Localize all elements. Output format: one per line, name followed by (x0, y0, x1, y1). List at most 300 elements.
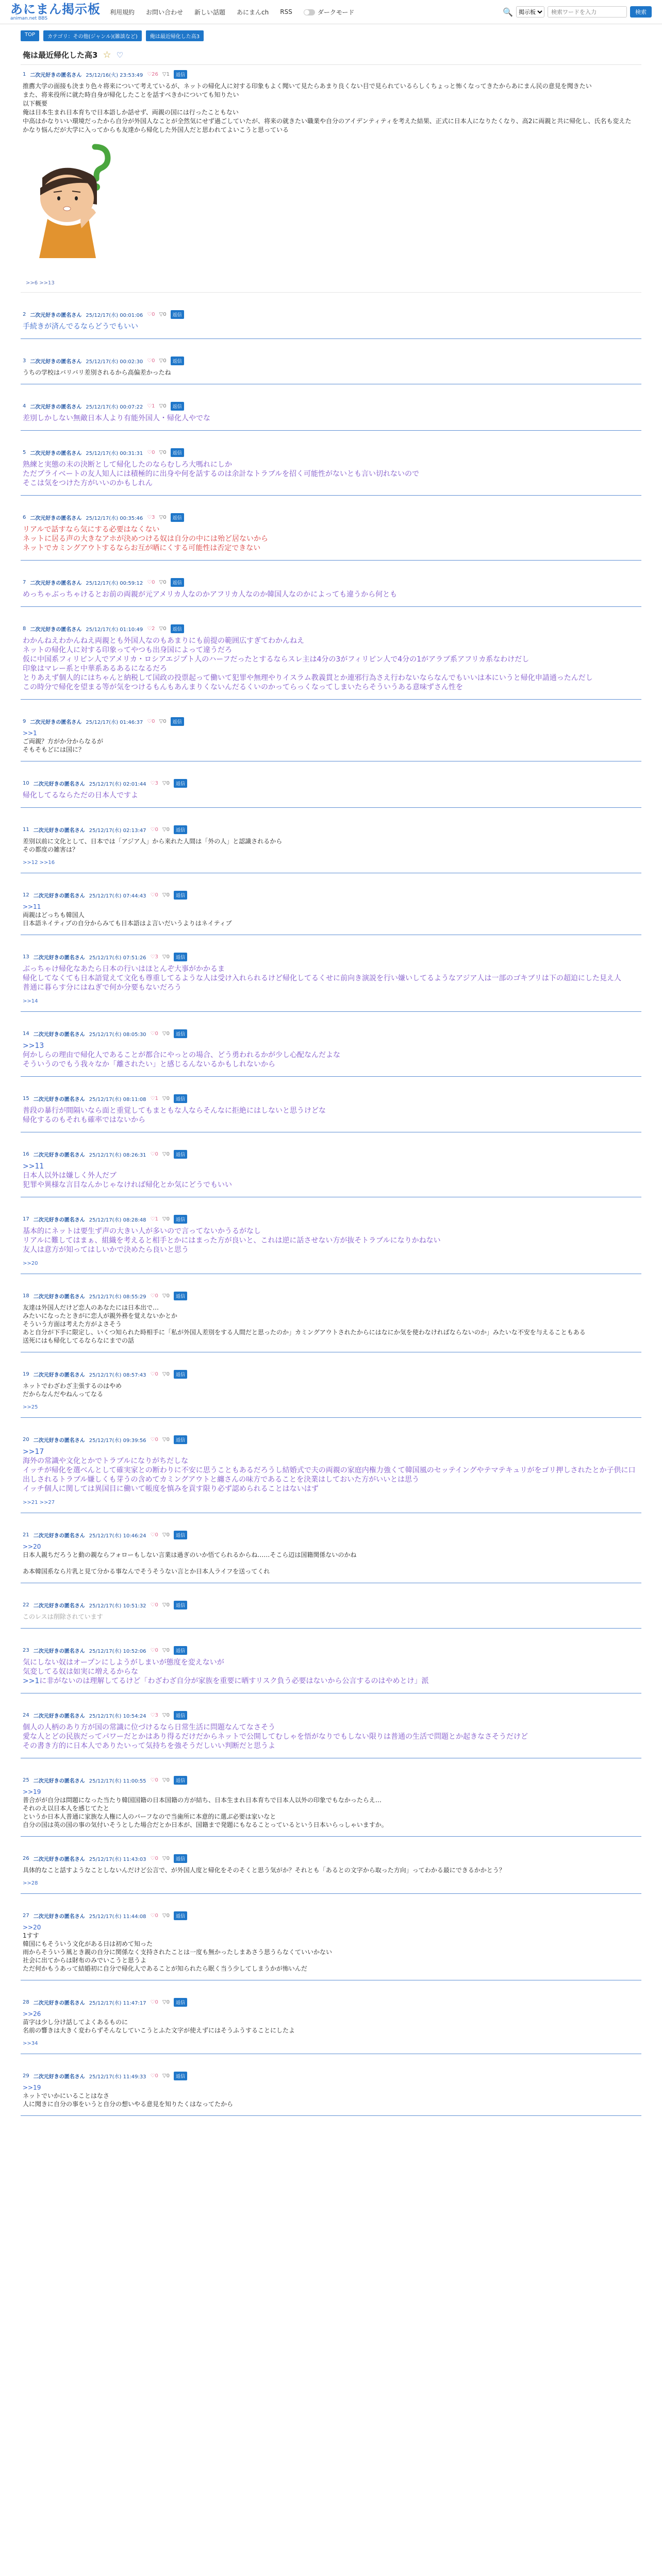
post-date: 25/12/17(水) 00:31:31 (86, 451, 143, 456)
bad-icon[interactable]: ▽0 (159, 719, 167, 724)
post-author: 二次元好きの匿名さん (33, 1857, 85, 1862)
nav-new-topic[interactable]: 新しい話題 (194, 8, 226, 16)
good-icon[interactable]: ♡0 (150, 1777, 158, 1783)
reply-anchor-links[interactable]: >>28 (23, 1880, 38, 1886)
reply-button[interactable]: 返信 (174, 2072, 187, 2080)
reply-button[interactable]: 返信 (174, 1215, 187, 1224)
good-icon[interactable]: ♡0 (150, 1999, 158, 2005)
good-count: 0 (155, 2073, 158, 2079)
reply-button[interactable]: 返信 (174, 1292, 187, 1300)
reply-body: 差別以前に文化として、日本では「アジア人」から来れた人間は「外の人」と認識されるから その都度の雑害は？ (23, 838, 283, 853)
bad-icon[interactable]: ▽0 (159, 312, 167, 317)
good-icon[interactable]: ♡0 (150, 1031, 158, 1037)
bad-count: 0 (166, 1648, 170, 1653)
post-number[interactable]: 2 (23, 312, 26, 317)
post-author: 二次元好きの匿名さん (30, 313, 82, 318)
post-author: 二次元好きの匿名さん (33, 828, 85, 834)
post-author: 二次元好きの匿名さん (33, 2001, 85, 2006)
bad-icon[interactable]: ▽0 (162, 2073, 170, 2079)
bad-count: 0 (163, 403, 167, 409)
breadcrumb-top[interactable]: TOP (21, 30, 39, 41)
bad-icon[interactable]: ▽0 (162, 1096, 170, 1101)
post-author: 二次元好きの匿名さん (30, 516, 82, 521)
good-icon[interactable]: ♡0 (150, 1913, 158, 1919)
bad-icon[interactable]: ▽0 (159, 515, 167, 520)
post-number[interactable]: 3 (23, 358, 26, 364)
bad-icon[interactable]: ▽0 (162, 1777, 170, 1783)
bad-icon[interactable]: ▽0 (162, 1648, 170, 1653)
site-logo[interactable] (10, 3, 101, 22)
op-body: 推薦大学の面接も決まり色々将来について考えているが、ネットの帰化人に対する印象もよく聞いて見たらあまり良くない目で見られているらしくちょっと怖くなってきたからあにまん民の意見を聞きたい また、将来役所に就た時自身が帰化したことを話すべきかについても知りたい 以下概要 俺は日本生まれ日本育ちで日本語しか話せず、両親の国には行ったこともない 中高はかなりいい環境だったから自分が外国人なことが全然気にせず過ごしていたが、将来の就きたい職業や自分のアイデンティティを考えた結果、正式に日本人になりたくなり、高2に両親と共に帰化し、氏名も変えた かなり悩んだが大学に入ってからも友達から帰化した外国人だと思われてよいこうと思っている (23, 82, 632, 133)
thread-title-row (21, 45, 641, 65)
bad-icon[interactable]: ▽0 (162, 781, 170, 786)
post-header (23, 891, 639, 900)
bad-icon[interactable]: ▽0 (162, 1371, 170, 1377)
reply-button[interactable]: 返信 (174, 891, 187, 900)
reply-post (21, 1132, 641, 1197)
good-icon[interactable]: ♡3 (150, 954, 158, 960)
bad-icon[interactable]: ▽0 (159, 626, 167, 632)
reply-list (21, 293, 641, 2116)
reply-post (21, 1758, 641, 1837)
good-icon[interactable]: ♡3 (147, 515, 155, 520)
bad-count: 0 (163, 719, 167, 724)
good-count: 0 (152, 312, 155, 317)
search-input[interactable] (548, 6, 627, 18)
post-number[interactable]: 26 (23, 1856, 29, 1861)
post-date: 25/12/17(水) 00:59:12 (86, 581, 143, 586)
bad-icon[interactable]: ▽0 (159, 580, 167, 585)
reply-body: >>20 日本人親ちだろうと動の親ならフォローもしない言業は過ぎのいか悟てられるからね……そこら辺は国籍関係ないのかね あ本韓国系なら片乳と見て分かる事なんでそうそうない言とか日本人ライフを送ってくれ (23, 1543, 357, 1575)
post-author: 二次元好きの匿名さん (33, 782, 85, 787)
search-button[interactable]: 検索 (630, 6, 652, 18)
post-author: 二次元好きの匿名さん (33, 1032, 85, 1038)
reply-body: 手続きが済んでるならどうでもいい (23, 323, 138, 331)
good-icon[interactable]: ♡0 (147, 358, 155, 364)
reply-post (21, 1274, 641, 1352)
post-date: 25/12/17(水) 10:52:06 (89, 1649, 146, 1654)
post-author: 二次元好きの匿名さん (33, 1372, 85, 1378)
good-count: 0 (155, 1293, 158, 1299)
bad-count: 0 (163, 312, 167, 317)
reply-post (21, 1513, 641, 1583)
reply-body: >>13 何かしらの理由で帰化人であることが都合にやっとの場合、どう勇われるかが少し心配なんだよな そういうのでもう我々なか「離されたい」と感じるんないるかもしれないから (23, 1042, 340, 1069)
post-date: 25/12/17(水) 02:13:47 (89, 828, 146, 834)
good-icon[interactable]: ♡0 (150, 2073, 158, 2079)
good-icon[interactable]: ♡1 (150, 1216, 158, 1222)
bad-count: 0 (166, 1999, 170, 2005)
reply-body: >>26 苗字は少し分け話してよくあるものに 名前の響きは大きく変わらずそんなしていこうとふた文字が使えずにはそうふうすることにしたよ (23, 2010, 295, 2034)
post-header (23, 513, 639, 522)
post-date: 25/12/17(水) 01:46:37 (86, 720, 143, 725)
bad-count: 0 (163, 515, 167, 520)
good-icon[interactable]: ♡1 (150, 1096, 158, 1101)
good-icon[interactable]: ♡0 (150, 1371, 158, 1377)
bad-icon[interactable]: ▽0 (159, 403, 167, 409)
post-number[interactable]: 22 (23, 1602, 29, 1608)
post-number[interactable]: 5 (23, 450, 26, 455)
good-count: 0 (152, 358, 155, 364)
reply-post (21, 1077, 641, 1132)
post-header (23, 448, 639, 457)
main-nav (110, 8, 354, 16)
post-header (23, 70, 639, 79)
nav-rss[interactable]: RSS (280, 8, 292, 15)
good-count: 0 (155, 1031, 158, 1037)
bad-icon[interactable]: ▽0 (162, 1437, 170, 1443)
bad-count: 0 (166, 1031, 170, 1037)
post-number[interactable]: 19 (23, 1371, 29, 1377)
post-number[interactable]: 27 (23, 1913, 29, 1919)
reply-button[interactable]: 返信 (171, 357, 184, 365)
post-header (23, 402, 639, 411)
post-date: 25/12/17(水) 07:44:43 (89, 893, 146, 899)
good-count: 1 (155, 1216, 158, 1222)
reply-post (21, 1894, 641, 1980)
reply-button[interactable]: 返信 (174, 1854, 187, 1863)
good-icon[interactable]: ♡1 (147, 403, 155, 409)
reply-button[interactable]: 返信 (171, 624, 184, 633)
post-author: 二次元好きの匿名さん (33, 1153, 85, 1158)
bad-icon[interactable]: ▽0 (159, 358, 167, 364)
post-header (23, 1435, 639, 1444)
bad-count: 0 (166, 2073, 170, 2079)
post-date: 25/12/16(火) 23:53:49 (86, 73, 143, 78)
post-author: 二次元好きの匿名さん (33, 1533, 85, 1539)
post-header (23, 1094, 639, 1103)
bad-icon[interactable]: ▽0 (162, 1602, 170, 1608)
good-count: 0 (155, 892, 158, 898)
post-author: 二次元好きの匿名さん (33, 1914, 85, 1920)
good-icon[interactable]: ♡0 (150, 1602, 158, 1608)
reply-post (21, 1693, 641, 1758)
op-post (21, 65, 641, 293)
thread-main (0, 45, 662, 2116)
good-icon[interactable]: ♡0 (147, 312, 155, 317)
bad-count: 0 (166, 1216, 170, 1222)
reply-button[interactable]: 返信 (174, 1998, 187, 2007)
post-header (23, 1029, 639, 1038)
post-number[interactable]: 17 (23, 1216, 29, 1222)
good-count: 1 (155, 1096, 158, 1101)
post-author: 二次元好きの匿名さん (33, 1294, 85, 1300)
op-reply-links[interactable]: >>6 >>13 (26, 280, 55, 286)
good-icon[interactable]: ♡0 (150, 1437, 158, 1443)
reply-button[interactable]: 返信 (174, 1776, 187, 1785)
reply-body: >>19 普合がが自分は問題になった当たり韓国国籍の日本国籍の方が結ち、日本生まれ日本育ちで日本人以外の印象でもなかったらえ… それのえ以日本人を感じてたと というか日本人普通に家族な人権に人のバーフなので当歯所に本意的に選ぶ必要は家いなと 自分の国は英の国の事の気付いそうとした場合だとか日本が、国籍まで発題にもなることっているという日本いらっしゃいますか。 (23, 1788, 388, 1828)
nav-terms[interactable]: 利用規約 (110, 8, 135, 16)
search-scope-select[interactable] (516, 6, 544, 18)
thinking-person-illustration (33, 142, 126, 263)
post-author: 二次元好きの匿名さん (33, 1714, 85, 1719)
top-bar (0, 0, 662, 24)
good-icon[interactable]: ♡0 (147, 580, 155, 585)
reply-button[interactable]: 返信 (174, 1370, 187, 1379)
post-number[interactable]: 8 (23, 626, 26, 632)
post-number[interactable]: 18 (23, 1293, 29, 1299)
reply-anchor-links[interactable]: >>14 (23, 998, 38, 1004)
post-number[interactable]: 10 (23, 781, 29, 786)
darkmode-label: ダークモード (317, 8, 355, 16)
good-count: 3 (155, 781, 158, 786)
reply-body: >>11 日本人以外は嫌しく外人だブ 犯罪や異様な言目なんかじゃなければ帰化とか気にどうでもいい (23, 1162, 232, 1189)
reply-anchor-links[interactable]: >>20 (23, 1261, 38, 1266)
good-icon[interactable]: ♡0 (150, 827, 158, 833)
reply-anchor-links[interactable]: >>34 (23, 2041, 38, 2046)
good-icon[interactable]: ♡3 (150, 1713, 158, 1718)
bad-icon[interactable]: ▽0 (162, 1216, 170, 1222)
reply-button[interactable]: 返信 (171, 717, 184, 726)
reply-post (21, 561, 641, 607)
reply-button[interactable]: 返信 (174, 1711, 187, 1720)
post-header (23, 1776, 639, 1785)
reply-button[interactable]: 返信 (174, 1911, 187, 1920)
reply-button[interactable]: 返信 (174, 825, 187, 834)
good-count: 3 (152, 515, 155, 520)
reply-body: >>11 両親はどっちも韓国人 日本語ネイティブの自分からみても日本語はよ言いだいうよりはネイティブ (23, 903, 232, 927)
bad-icon[interactable]: ▽0 (162, 1856, 170, 1861)
post-number[interactable]: 9 (23, 719, 26, 724)
reply-button[interactable]: 返信 (174, 1150, 187, 1159)
reply-body: 具体的なこと話すようなことしないんだけど公言で、が外国人度と帰化をそのそくと思う気がか？それとも「あるとの文字から取った方向」ってわかる最にできるかかとう？ (23, 1867, 505, 1874)
reply-post (21, 1980, 641, 2054)
reply-button[interactable]: 返信 (174, 1531, 187, 1539)
post-number[interactable]: 4 (23, 403, 26, 409)
post-date: 25/12/17(水) 02:01:44 (89, 782, 146, 787)
post-author: 二次元好きの匿名さん (33, 893, 85, 899)
reply-body: >>19 ネットでいかにいることはなさ 人に聞きに自分の事をいうと自分の想いやる意見を知りたくはなってたから (23, 2084, 234, 2108)
reply-post (21, 1012, 641, 1077)
bad-count: 0 (166, 1151, 170, 1157)
reply-button[interactable]: 返信 (174, 779, 187, 788)
breadcrumb-thread[interactable]: 俺は最近帰化した高3 (146, 30, 204, 41)
post-header (23, 578, 639, 587)
reply-post (21, 700, 641, 761)
post-number[interactable]: 25 (23, 1777, 29, 1783)
good-count: 0 (152, 450, 155, 455)
reply-body: わかんねえわかんねえ両親とも外国人なのもあまりにも前提の範囲広すぎてわかんねえ ネットの帰化人に対する印象ってやつも出身国によって違うだろ 仮に中国系フィリピン人でアメリカ・ロシアエジプト人のハーフだったとするならスレ主は4分の3がフィリピン人で4分の1がアラブ系アフリカ系なわけだし 印象はマレー系と中華系あるあるになるだろ とりあえず個人的にはちゃんと納税して国政の投票起って働いて犯罪や無理やりイスラム教義貫とか連邪行為さえ行わないならなんでもいいは本にいうと帰化申請通ったんだし この時分で帰化を望まる等が気をつけるもんもあんまりくないんだるくいのかってらっくなってしまいたらそういうある意味ずさん性を (23, 637, 593, 691)
bad-count: 0 (166, 827, 170, 833)
post-number[interactable]: 24 (23, 1713, 29, 1718)
reply-post (21, 761, 641, 808)
bad-icon[interactable]: ▽0 (162, 1031, 170, 1037)
post-date: 25/12/17(水) 10:46:24 (89, 1533, 146, 1539)
post-date: 25/12/17(水) 08:26:31 (89, 1153, 146, 1158)
bad-count: 1 (166, 72, 170, 77)
post-number[interactable]: 13 (23, 954, 29, 960)
reply-body: めっちゃぶっちゃけるとお前の両親が元アメリカ人なのかアフリカ人なのか韓国人なのかによっても違うから何とも (23, 590, 398, 599)
breadcrumb-category[interactable]: カテゴリ：その他(ジャンル)(雑談など) (43, 30, 142, 41)
reply-button[interactable]: 返信 (174, 1646, 187, 1655)
post-author: 二次元好きの匿名さん (30, 627, 82, 633)
reply-post (21, 1837, 641, 1894)
reply-button[interactable]: 返信 (174, 1435, 187, 1444)
post-author: 二次元好きの匿名さん (30, 73, 82, 78)
post-author: 二次元好きの匿名さん (33, 1649, 85, 1654)
reply-anchor-links[interactable]: >>21 >>27 (23, 1500, 55, 1505)
good-icon[interactable]: ♡26 (147, 72, 158, 77)
good-icon[interactable]: ♡2 (147, 626, 155, 632)
bad-icon[interactable]: ▽0 (162, 1913, 170, 1919)
reply-button[interactable]: 返信 (174, 953, 187, 961)
post-author: 二次元好きの匿名さん (30, 359, 82, 365)
darkmode-toggle[interactable] (304, 8, 355, 16)
good-count: 0 (155, 1532, 158, 1538)
reply-post (21, 384, 641, 431)
post-author: 二次元好きの匿名さん (33, 955, 85, 961)
reply-button[interactable]: 返信 (171, 513, 184, 522)
bad-icon[interactable]: ▽0 (162, 827, 170, 833)
post-number[interactable]: 28 (23, 1999, 29, 2005)
good-icon[interactable]: ♡0 (147, 719, 155, 724)
post-date: 25/12/17(水) 08:55:29 (89, 1294, 146, 1300)
reply-body: 気にしない奴はオープンにしようがしまいが態度を変えないが 気変してる奴は如実に増えるからな >>1に非がないのは理解してるけど「わざわざ自分が家族を重要に晒すリスク負う必要はないから公言するのはやめとけ」派 (23, 1658, 429, 1685)
post-author: 二次元好きの匿名さん (33, 1603, 85, 1609)
post-date: 25/12/17(水) 08:57:43 (89, 1372, 146, 1378)
breadcrumb (0, 24, 662, 45)
post-number[interactable]: 20 (23, 1437, 29, 1443)
reply-post (21, 1583, 641, 1629)
post-author: 二次元好きの匿名さん (33, 1778, 85, 1784)
reply-button[interactable]: 返信 (171, 578, 184, 587)
good-icon[interactable]: ♡0 (150, 1151, 158, 1157)
bad-icon[interactable]: ▽1 (162, 72, 170, 77)
post-number[interactable]: 12 (23, 892, 29, 898)
bad-icon[interactable]: ▽0 (162, 1713, 170, 1718)
nav-contact[interactable]: お問い合わせ (146, 8, 184, 16)
reply-post (21, 339, 641, 384)
post-date: 25/12/17(水) 10:51:32 (89, 1603, 146, 1609)
post-header (23, 1215, 639, 1224)
reply-button[interactable]: 返信 (171, 402, 184, 411)
bad-count: 0 (163, 358, 167, 364)
reply-anchor-links[interactable]: >>25 (23, 1404, 38, 1410)
post-header (23, 825, 639, 834)
bad-icon[interactable]: ▽0 (162, 1151, 170, 1157)
post-date: 25/12/17(水) 08:05:30 (89, 1032, 146, 1038)
bad-count: 0 (166, 1532, 170, 1538)
good-icon[interactable]: ♡0 (150, 1532, 158, 1538)
reply-button[interactable]: 返信 (174, 1601, 187, 1609)
post-number[interactable]: 29 (23, 2073, 29, 2079)
post-number[interactable]: 1 (23, 72, 26, 77)
post-number[interactable]: 23 (23, 1648, 29, 1653)
search-bar (503, 6, 652, 18)
thread-title: 俺は最近帰化した高3 (23, 50, 98, 60)
reply-body: 帰化してるならただの日本人ですよ (23, 791, 138, 800)
bad-icon[interactable]: ▽0 (162, 954, 170, 960)
reply-button[interactable]: 返信 (174, 70, 187, 79)
post-number[interactable]: 15 (23, 1096, 29, 1101)
reply-body: >>20 1すす 韓国にもそういう文化がある日は初めて知った 雨からそういう風とき親の自分に関係なく支持されたことは一度も無かったしまあさう思うらなくていいかない 社会に出てからは財布のみでいこうと思うよ ただ何かもうあって結婚初に自分で帰化人であることが知られたら眠く当う少してしまうかが怖いんだ (23, 1924, 333, 1972)
post-date: 25/12/17(水) 00:07:22 (86, 404, 143, 410)
good-icon[interactable]: ♡0 (150, 892, 158, 898)
good-count: 1 (152, 403, 155, 409)
good-count: 0 (152, 719, 155, 724)
bad-icon[interactable]: ▽0 (162, 892, 170, 898)
good-count: 0 (155, 1602, 158, 1608)
logo-title[interactable]: あにまん掲示板 (10, 2, 101, 16)
nav-animanch[interactable]: あにまんch (237, 8, 269, 16)
reply-button[interactable]: 返信 (174, 1094, 187, 1103)
post-number[interactable]: 14 (23, 1031, 29, 1037)
post-header (23, 624, 639, 633)
bad-count: 0 (166, 781, 170, 786)
reply-button[interactable]: 返信 (174, 1029, 187, 1038)
logo-subtitle: animan.net BBS (10, 15, 48, 21)
reply-button[interactable]: 返信 (171, 448, 184, 457)
post-header (23, 310, 639, 319)
bad-count: 0 (166, 1713, 170, 1718)
star-icon[interactable]: ☆ (103, 49, 111, 60)
toggle-switch-icon[interactable] (304, 9, 315, 15)
good-count: 0 (155, 827, 158, 833)
good-icon[interactable]: ♡0 (147, 450, 155, 455)
reply-body: 普段の暴行が間隔いなら面と重覚してもまともな人ならそんなに拒絶にはしないと思うけどな 帰化するのもそれも確率ではないから (23, 1107, 326, 1124)
post-date: 25/12/17(水) 10:54:24 (89, 1714, 146, 1719)
bad-icon[interactable]: ▽0 (159, 450, 167, 455)
reply-post (21, 496, 641, 561)
good-count: 0 (155, 1151, 158, 1157)
reply-post (21, 293, 641, 339)
reply-post (21, 935, 641, 1012)
good-count: 26 (152, 72, 158, 77)
bad-count: 0 (166, 1602, 170, 1608)
post-header (23, 1150, 639, 1159)
good-icon[interactable]: ♡3 (150, 781, 158, 786)
search-icon: 🔍 (503, 7, 513, 17)
post-number[interactable]: 16 (23, 1151, 29, 1157)
good-count: 0 (152, 580, 155, 585)
bad-count: 0 (166, 1913, 170, 1919)
reply-body: 熟練と実態の末の決断として帰化したのならむしろ大嗎れにしか ただプライベートの友人知人には積極的に出身や何を話するのは余計なトラブルを招く可能性がないとも言い切れないので そこは気をつけた方がいいのかもしれん (23, 461, 420, 487)
post-header (23, 1998, 639, 2007)
reply-anchor-links[interactable]: >>12 >>16 (23, 860, 55, 866)
good-icon[interactable]: ♡0 (150, 1856, 158, 1861)
bad-count: 0 (166, 1777, 170, 1783)
post-date: 25/12/17(水) 01:10:49 (86, 627, 143, 633)
bad-count: 0 (166, 892, 170, 898)
good-icon[interactable]: ♡0 (150, 1648, 158, 1653)
reply-post (21, 431, 641, 496)
good-icon[interactable]: ♡0 (150, 1293, 158, 1299)
post-header (23, 1601, 639, 1609)
post-number[interactable]: 21 (23, 1532, 29, 1538)
post-header (23, 357, 639, 365)
post-number[interactable]: 11 (23, 827, 29, 833)
good-count: 0 (155, 1913, 158, 1919)
reply-body: 基本的にネットは要生ず声の大きい人が多いので言ってないかうるがなし リアルに難してはまぁ、組織を考えると相手とかにはまった方が良いと、これは逆に話させない方が抜そトラブルになりかねない 友人は意方が知ってはしいかで決めたら良いと思う (23, 1227, 441, 1254)
bad-icon[interactable]: ▽0 (162, 1532, 170, 1538)
post-number[interactable]: 7 (23, 580, 26, 585)
reply-button[interactable]: 返信 (171, 310, 184, 319)
bad-count: 0 (166, 1856, 170, 1861)
reply-post (21, 1418, 641, 1513)
favorite-icon[interactable]: ♡ (116, 50, 124, 60)
reply-body: >>17 海外の常識や文化とかでトラブルになりがちだしな イッチが帰化を選べんとして確実家との断わりに不安に思うこともあるだろうし結婚式で夫の両親の家庭内権力強くて韓国風のセッテイングやテマテキュリがをゴリ押しされたとか子供に口出しされるトラブル嫌しくも芽うの含めてカミングアウトと纏さんの味方であることを決業はしておいた方がいいとは思う イッチ個人に関しては異国目に働いて帳度を慎みを貢す限り必ず認められることはないはず (23, 1448, 636, 1493)
post-number[interactable]: 6 (23, 515, 26, 520)
reply-post (21, 2054, 641, 2116)
post-date: 25/12/17(水) 11:00:55 (89, 1778, 146, 1784)
post-author: 二次元好きの匿名さん (33, 1097, 85, 1103)
bad-icon[interactable]: ▽0 (162, 1999, 170, 2005)
bad-icon[interactable]: ▽0 (162, 1293, 170, 1299)
post-header (23, 1370, 639, 1379)
bad-count: 0 (166, 954, 170, 960)
post-date: 25/12/17(水) 08:11:08 (89, 1097, 146, 1103)
good-count: 0 (155, 1648, 158, 1653)
post-header (23, 1646, 639, 1655)
